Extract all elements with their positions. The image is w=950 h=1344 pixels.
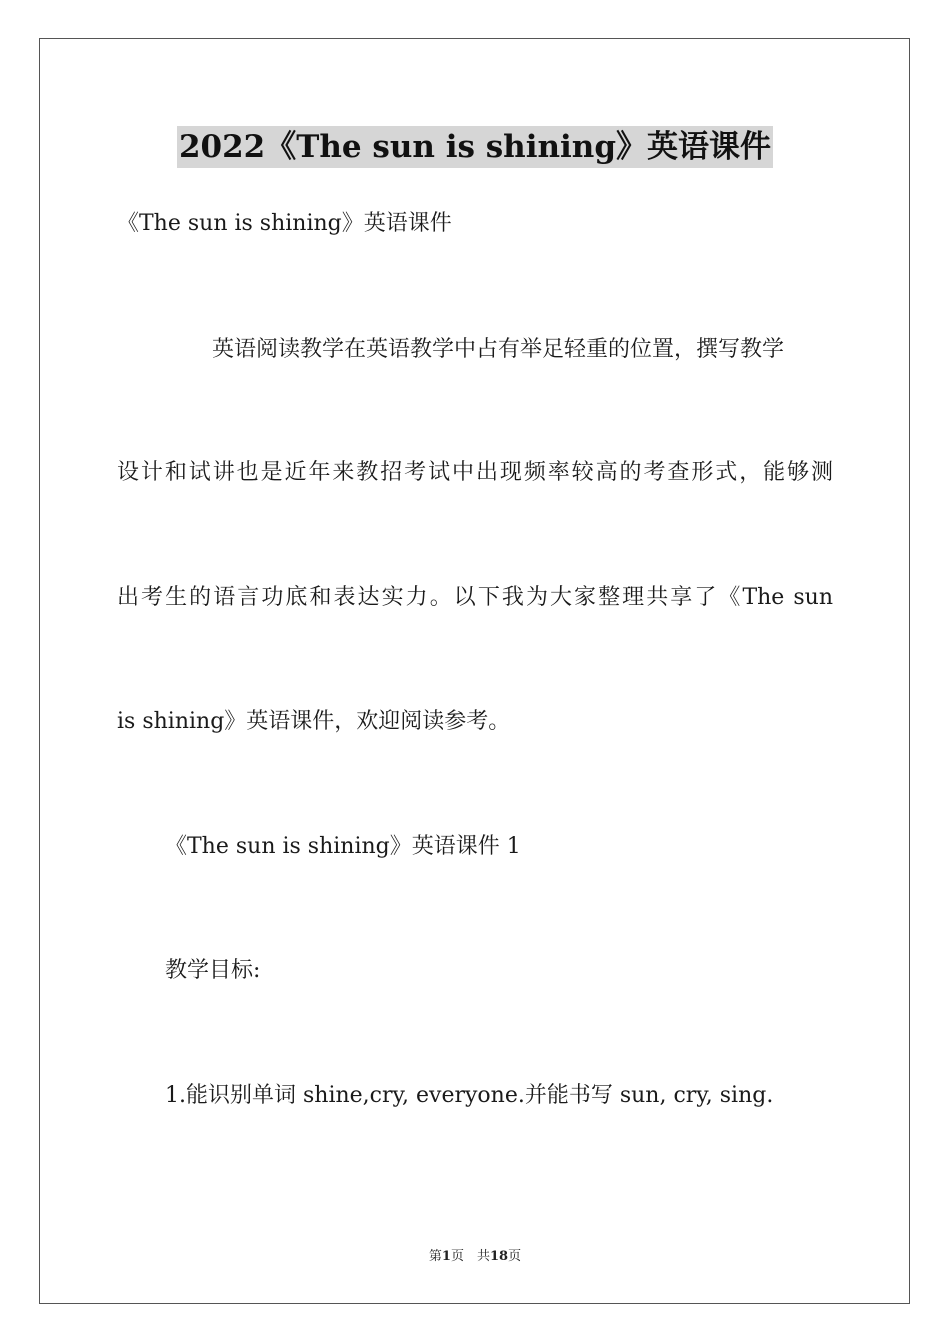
document-title-wrapper [0, 126, 950, 168]
objective-item-1: 1.能识别单词 shine,cry, everyone.并能书写 sun, cry, sing. [165, 1083, 774, 1108]
footer-page-suffix: 页 [508, 1249, 522, 1264]
page-footer [0, 1248, 950, 1266]
footer-page-mid: 页 共 [450, 1249, 490, 1264]
intro-line-1: 英语阅读教学在英语教学中占有举足轻重的位置，撰写教学 [212, 337, 785, 362]
intro-line-3: 出考生的语言功底和表达实力。以下我为大家整理共享了《The sun [117, 585, 833, 610]
intro-line-2: 设计和试讲也是近年来教招考试中出现频率较高的考查形式，能够测 [117, 460, 833, 485]
footer-page-total: 18 [489, 1249, 509, 1264]
footer-page-prefix: 第 [428, 1249, 442, 1264]
intro-line-4: is shining》英语课件，欢迎阅读参考。 [117, 709, 511, 734]
section-heading: 《The sun is shining》英语课件 1 [165, 834, 521, 859]
objectives-heading: 教学目标: [165, 958, 261, 983]
footer-page-current: 1 [441, 1249, 451, 1264]
document-subtitle: 《The sun is shining》英语课件 [117, 211, 452, 236]
document-title: 2022《The sun is shining》英语课件 [177, 126, 773, 168]
